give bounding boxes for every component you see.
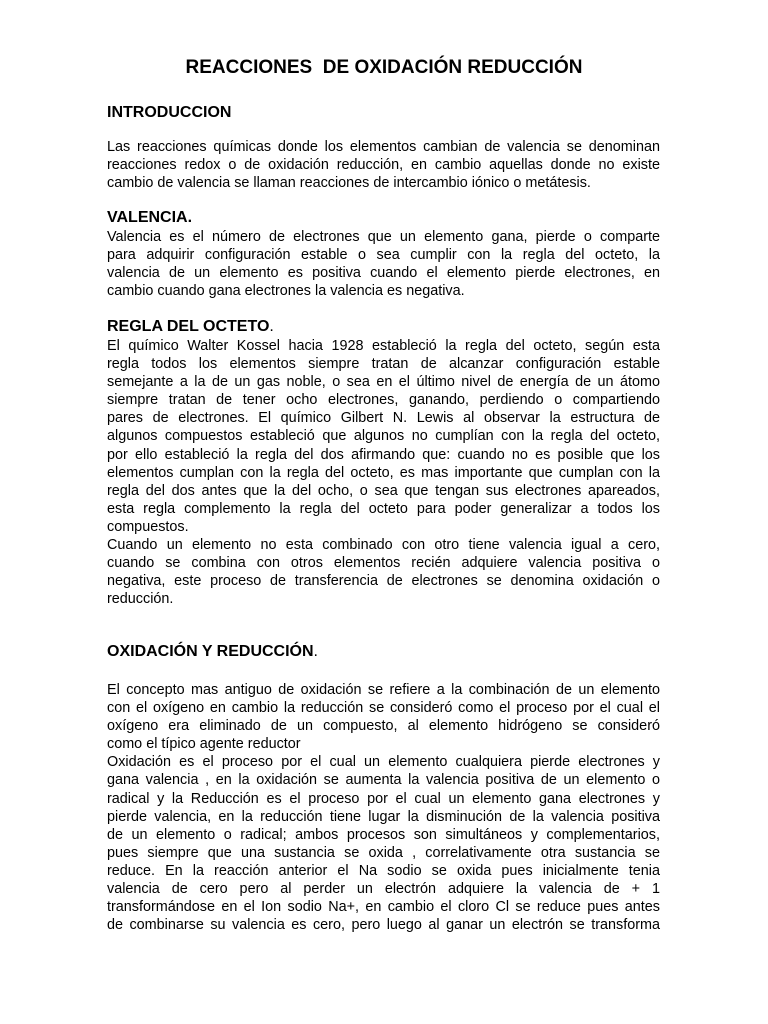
text-line: oxígeno era eliminado de un compuesto, al elemento hidrógeno se consideró: [107, 718, 660, 735]
text-line: gana valencia , en la oxidación se aumenta la valencia positiva de un elemento o: [107, 772, 660, 789]
text-line: transformándose en el Ion sodio Na+, en cambio el cloro Cl se reduce pues antes: [107, 899, 660, 916]
text-line: con el oxígeno en cambio la reducción se consideró como el proceso por el cual el: [107, 700, 660, 717]
heading-oxidacion-y-reduccion: [107, 642, 318, 662]
text-line: cambio de valencia se llaman reacciones de intercambio iónico o metátesis.: [107, 175, 591, 192]
text-line: El químico Walter Kossel hacia 1928 estableció la regla del octeto, según esta: [107, 338, 660, 354]
text-line: semejante a la de un gas noble, o sea en el último nivel de energía de un átomo: [107, 374, 660, 391]
text-line: cambio cuando gana electrones la valencia es negativa.: [107, 283, 465, 300]
heading-text: OXIDACIÓN Y REDUCCIÓN: [107, 643, 314, 660]
text-line: compuestos.: [107, 518, 189, 535]
text-line: como el típico agente reductor: [107, 736, 301, 753]
text-line: para adquirir configuración estable o sea cumplir con la regla del octeto, la: [107, 247, 660, 264]
text-line: pares de electrones. El químico Gilbert N. Lewis al observar la estructura de: [107, 410, 660, 427]
text-line: de combinarse su valencia es cero, pero luego al ganar un electrón se transforma: [107, 917, 660, 934]
document-title: REACCIONES DE OXIDACIÓN REDUCCIÓN: [185, 57, 583, 78]
text-line: siempre tratan de tener ocho electrones, ganando, perdiendo o compartiendo: [107, 392, 660, 409]
text-line: por ello estableció la regla del dos afirmando que: cuando no es posible que los: [107, 446, 660, 463]
text-line: cuando se combina con otros elementos recién adquiere valencia positiva o: [107, 555, 660, 572]
text-line: valencia de un elemento es positiva cuando el elemento pierde electrones, en: [107, 265, 660, 282]
text-line: valencia de cero pero al perder un electrón adquiere la valencia de + 1: [107, 881, 660, 898]
text-line: esta regla complemento la regla del octeto para poder generalizar a todos los: [107, 500, 660, 517]
text-line: pues siempre que una sustancia se oxida , correlativamente otra sustancia se: [107, 844, 660, 861]
text-line: regla del dos antes que la del ocho, o sea que tengan sus electrones apareados,: [107, 482, 660, 499]
text-line: pierde valencia, en la reducción tiene lugar la disminución de la valencia positiva: [107, 808, 660, 825]
text-line: negativa, este proceso de transferencia de electrones se denomina oxidación o: [107, 573, 660, 590]
heading-valencia: VALENCIA.: [107, 209, 193, 226]
paragraph-introduccion: [107, 138, 660, 192]
text-line: reducción.: [107, 591, 174, 608]
text-line: El concepto mas antiguo de oxidación se refiere a la combinación de un elemento: [107, 682, 660, 698]
heading-introduccion: INTRODUCCION: [107, 104, 232, 121]
text-line: Oxidación es el proceso por el cual un elemento cualquiera pierde electrones y: [107, 754, 660, 771]
text-line: reacciones redox o de oxidación reducción, en cambio aquellas donde no existe: [107, 157, 660, 174]
text-line: de un elemento o radical; ambos procesos son simultáneos y complementarios,: [107, 826, 660, 843]
heading-period: .: [269, 318, 274, 335]
text-line: radical y la Reducción es el proceso por el cual un elemento gana electrones y: [107, 790, 660, 807]
text-line: regla todos los elementos siempre tratan de alcanzar configuración estable: [107, 356, 660, 373]
heading-regla-del-octeto: [107, 317, 274, 337]
text-line: elementos cumplan con la regla del octeto, es mas importante que cumplan con la: [107, 464, 660, 481]
heading-period: .: [313, 643, 318, 660]
paragraph-regla-del-octeto: [107, 337, 660, 608]
text-line: Valencia es el número de electrones que un elemento gana, pierde o comparte: [107, 229, 660, 245]
text-line: Cuando un elemento no esta combinado con otro tiene valencia igual a cero,: [107, 537, 660, 554]
paragraph-oxidacion-y-reduccion: [107, 681, 660, 934]
text-line: Las reacciones químicas donde los elementos cambian de valencia se denominan: [107, 139, 660, 155]
heading-text: REGLA DEL OCTETO: [107, 318, 270, 335]
paragraph-valencia: [107, 228, 660, 300]
text-line: reduce. En la reacción anterior el Na sodio se oxida pues inicialmente tenia: [107, 862, 660, 879]
text-line: algunos compuestos estableció que algunos no cumplían con la regla del octeto,: [107, 428, 660, 445]
